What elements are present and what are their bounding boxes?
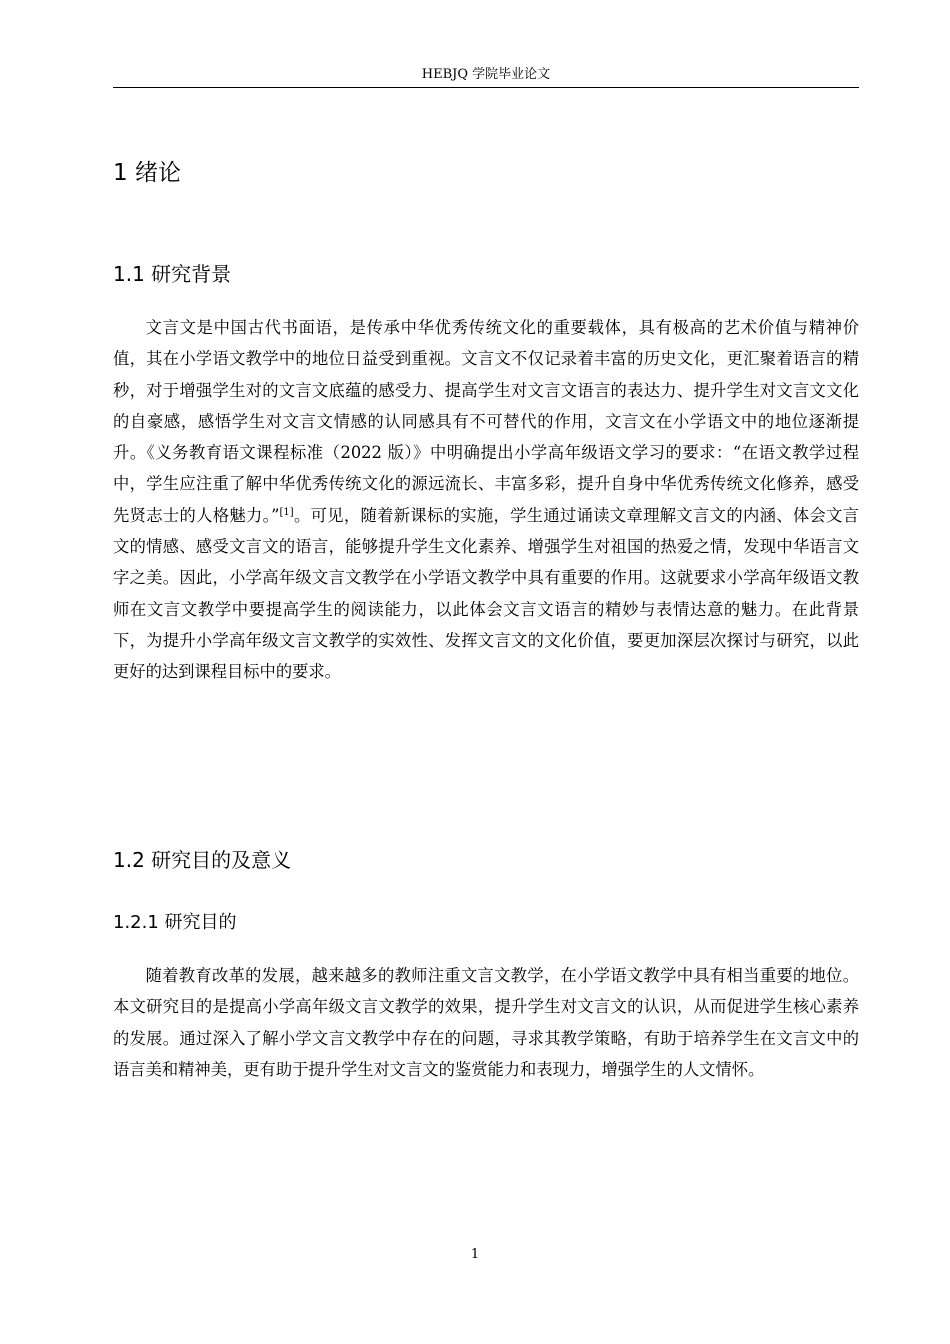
paragraph-text-part: 文言文是中国古代书面语，是传承中华优秀传统文化的重要载体，具有极高的艺术价值与精神价值，其在小学语文教学中的地位日益受到重视。文言文不仅记录着丰富的历史文化，更汇聚着语言的精秒，对于增强学生对的文言文底蕴的感受力、提高学生对文言文语言的表达力、提升学生对文言文文化的自豪感，感悟学生对文言文情感的认同感具有不可替代的作用，文言文在小学语文中的地位逐渐提升。《义务教育语文课程标准（2022 版）》中明确提出小学高年级语文学习的要求：“在语文教学过程中，学生应注重了解中华优秀传统文化的源远流长、丰富多彩，提升自身中华优秀传统文化修养，感受先贤志士的人格魅力。” xyxy=(113,318,859,525)
paragraph-research-purpose: 随着教育改革的发展，越来越多的教师注重文言文教学，在小学语文教学中具有相当重要的地位。本文研究目的是提高小学高年级文言文教学的效果，提升学生对文言文的认识，从而促进学生核心素养的发展。通过深入了解小学文言文教学中存在的问题，寻求其教学策略，有助于培养学生在文言文中的语言美和精神美，更有助于提升学生对文言文的鉴赏能力和表现力，增强学生的人文情怀。 xyxy=(113,966,859,1079)
paragraph-research-background xyxy=(113,312,859,688)
citation-marker: [1] xyxy=(279,506,294,518)
chapter-title: 1 绪论 xyxy=(113,160,181,186)
page-number: 1 xyxy=(470,1247,480,1262)
subsection-title-research-purpose: 1.2.1 研究目的 xyxy=(113,912,237,933)
section-title-research-background: 1.1 研究背景 xyxy=(113,262,232,286)
paragraph-text-part: 。可见，随着新课标的实施，学生通过诵读文章理解文言文的内涵、体会文言文的情感、感受文言文的语言，能够提升学生文化素养、增强学生对祖国的热爱之情，发现中华语言文字之美。因此，小学高年级文言文教学在小学语文教学中具有重要的作用。这就要求小学高年级语文教师在文言文教学中要提高学生的阅读能力，以此体会文言文语言的精妙与表情达意的魅力。在此背景下，为提升小学高年级文言文教学的实效性、发挥文言文的文化价值，要更加深层次探讨与研究，以此更好的达到课程目标中的要求。 xyxy=(113,505,859,682)
running-header: HEBJQ 学院毕业论文 xyxy=(113,66,859,88)
section-title-purpose-significance: 1.2 研究目的及意义 xyxy=(113,848,292,872)
